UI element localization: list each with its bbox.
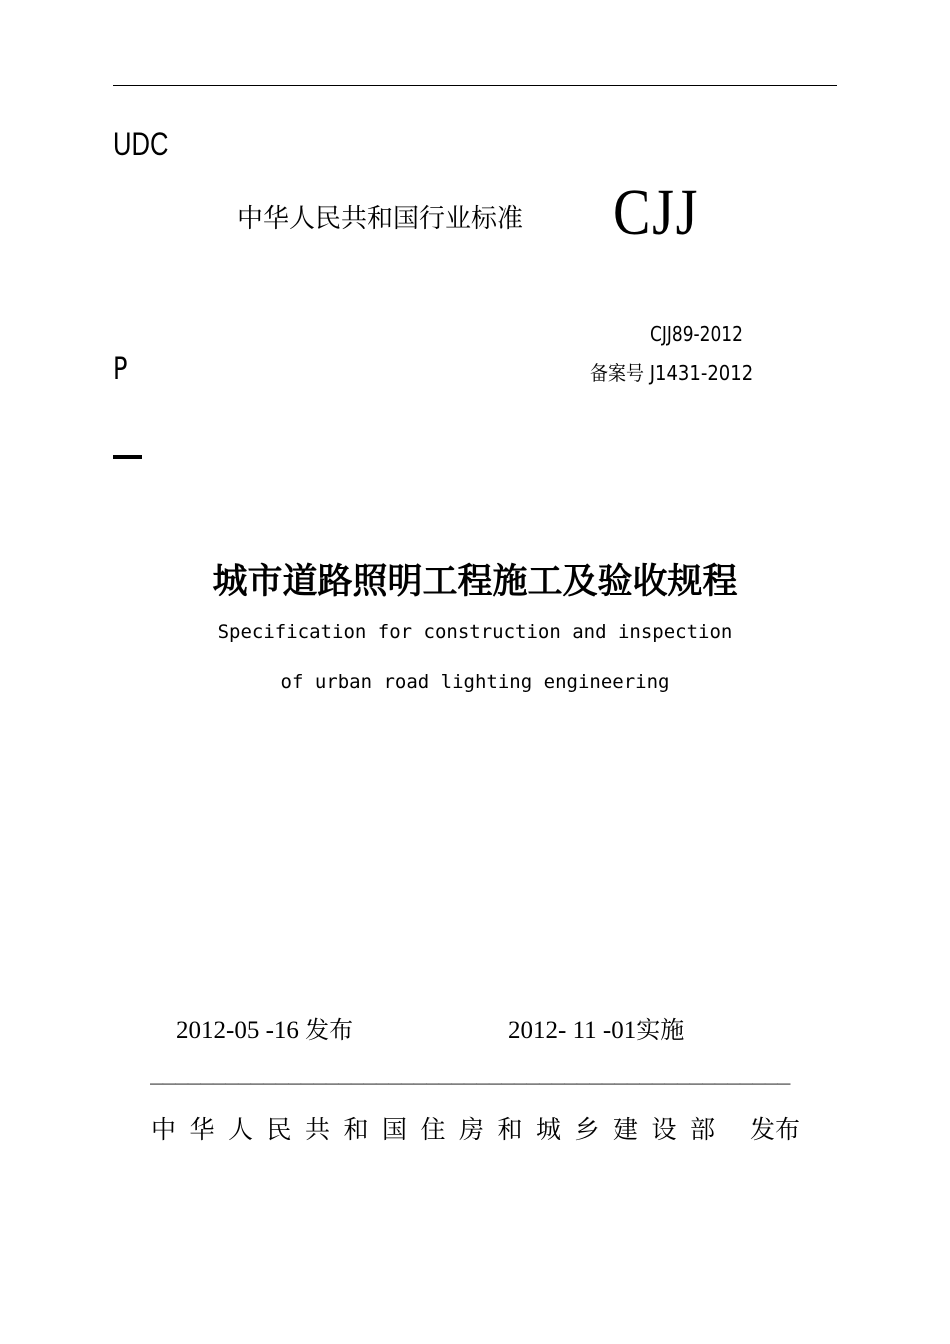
standard-code-logo: CJJ xyxy=(613,176,700,249)
effective-date: 2012- 11 -01 xyxy=(508,1017,637,1044)
udc-label: UDC xyxy=(113,126,169,162)
industry-standard-heading: 中华人民共和国行业标准 xyxy=(237,204,524,234)
top-rule xyxy=(113,85,837,86)
category-dash xyxy=(113,455,142,459)
document-title: 城市道路照明工程施工及验收规程 xyxy=(212,562,738,602)
category-letter: P xyxy=(113,352,128,387)
english-title-line-1: Specification for construction and inspection xyxy=(217,621,733,643)
issued-label: 发布 xyxy=(750,1115,801,1144)
issue-date: 2012-05 -16 xyxy=(176,1017,299,1044)
standard-number: CJJ89-2012 xyxy=(650,322,743,346)
english-title-line-2: of urban road lighting engineering xyxy=(280,671,670,693)
issuer-name: 中华人民共和国住房和城乡建设部 xyxy=(151,1115,729,1144)
record-number: 备案号 J1431-2012 xyxy=(590,361,754,385)
footer-separator: ___________________________________________________ xyxy=(150,1060,790,1085)
effective-label: 实施 xyxy=(636,1016,685,1044)
issue-label: 发布 xyxy=(305,1016,354,1044)
effective-date-block xyxy=(508,1018,684,1043)
issue-date-block xyxy=(176,1018,353,1043)
